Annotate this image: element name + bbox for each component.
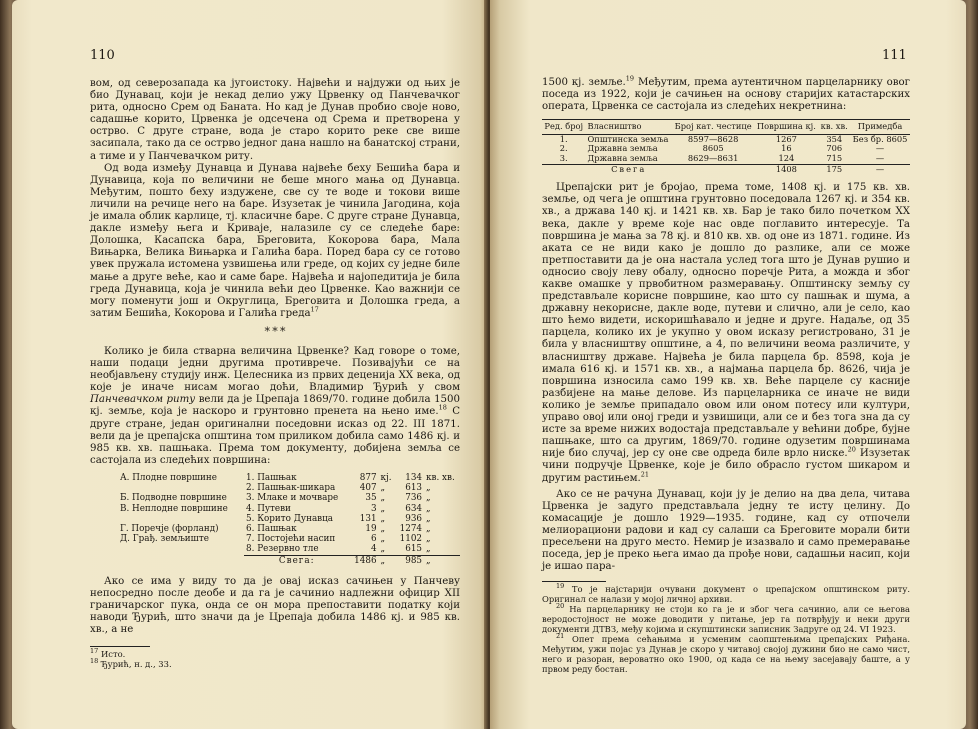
item-kv: 1102	[399, 534, 423, 545]
category-label: Б. Подводне површине	[120, 493, 227, 504]
item-unit: „	[380, 534, 386, 545]
paragraph	[542, 74, 910, 113]
footnote-text: На парцеларнику не стоји ко га је и због чега сачинио, али се његова веродостојност не може доводити у питање, јер га потврђују и неки други документи ДТВЗ, међу којима и скупштински записник Задруге од 24. VI 1923.	[542, 604, 910, 635]
category-label: Г. Поречје (форланд)	[120, 523, 219, 534]
land-area-table	[90, 473, 460, 566]
cell-number: 3.	[559, 153, 568, 164]
total-label: Свега	[585, 164, 671, 174]
page-number-left: 110	[90, 48, 115, 63]
item-kj: 4	[370, 544, 377, 555]
table-row	[542, 154, 910, 164]
table-row	[90, 514, 460, 524]
footnote-number: 21	[556, 632, 565, 641]
total-row	[90, 555, 460, 566]
left-page	[12, 0, 488, 729]
item-kvunit: „	[426, 513, 431, 524]
paragraph-text: Колико је била стварна величина Црвенке? Кад говоре о томе, наши подаци једни другима противрече. Позивајући се на необјављену студију инж. Целесника из првих деценија XX века, од које је иначе нисам могао доћи, Владимир Ђурић у свом	[90, 345, 460, 394]
footnote	[90, 659, 460, 669]
footnote-ref: 21	[640, 470, 650, 479]
item-kv: 736	[405, 493, 423, 504]
total-kv: 985	[395, 555, 424, 566]
footnote	[542, 584, 910, 604]
cell-note: —	[875, 153, 885, 164]
paragraph-text: Међутим, према аутентичном парцеларнику овог поседа из 1922, који је сачињен на основу старијих катастарских операта, Црвенка се састојала из следећих некретнина:	[542, 77, 910, 113]
cell-parcel: 8605	[702, 143, 724, 154]
paragraph-text: Црепајски рит је бројао, према томе, 1408 кј. и 175 кв. хв. земље, од чега је општина грунтовно поседовала 1267 кј. и 354 кв. хв., а држава 140 кј. и 1421 кв. хв. Бар је тако било почетком XX века, дакле у време које нас овде поглавито интересује. Та површина је мања за 78 кј. и 810 кв. хв. од оне из 1871. године. Из аката се не види како је дошло до разлике, али се може претпоставити да је она настала услед тога што је Дунав рушио и односио своју леву обалу, односно поречје Рита, а можда и због какве омашке у првобитном размеравању. Општинску земљу су представљале корисне површине, као што су пашњак и шума, а државну некорисне, дакле воде, путеви и слично, али је село, као што ћемо видети, искоришћавало и једне и друге. Надаље, од 35 парцела, колико их је укупно у овом исказу регистровано, 31 је била у власништву општине, а 4, по величини веома различите, у власништву државе. Највећа је била парцела бр. 8598, која је имала 616 кј. и 1571 кв. хв., а најмања парцела бр. 8626, чија је површина износила само 199 кв. хв. Веће парцеле су касније разбијене на мање делове. Из парцеларника се иначе не види колико је земље припадало овом или оном потесу или култури, управо овој или оној греди и узвишици, али се и без тога зна да су исте за време нижих водостаја представљале у већини добре, бујне пашњаке, што са другим, 1869/70. године одузетим површинама није био случај, јер су оне све одреда биле врло ниске.	[542, 182, 910, 460]
table-row	[90, 504, 460, 514]
total-row	[542, 164, 910, 174]
table-row	[90, 534, 460, 544]
cell-note: —	[875, 143, 885, 154]
paragraph	[542, 182, 910, 484]
item-name: 2. Пашњак-шикара	[246, 483, 336, 494]
paragraph-text: 1500 кј. земље.	[542, 77, 626, 88]
cell-kj: 16	[781, 143, 792, 154]
total-label: Свега:	[244, 555, 350, 566]
total-unit: „	[379, 555, 396, 566]
cell-owner: Државна земља	[587, 153, 658, 164]
cell-number: 2.	[559, 143, 568, 154]
cell-kv: 354	[826, 133, 843, 144]
cell-owner: Општинска земља	[587, 133, 669, 144]
item-unit: „	[380, 544, 386, 555]
category-label: Д. Грађ. земљиште	[120, 534, 209, 545]
item-kvunit: кв. хв.	[426, 472, 455, 483]
cell-parcel: 8629—8631	[687, 153, 739, 164]
total-kvunit: „	[424, 555, 460, 566]
footnote-ref: 17	[310, 305, 319, 314]
paragraph: Ако се не рачуна Дунавац, који ју је делио на два дела, читава Црвенка је задуго представљала једну те исту целину. До комасације је дошло 1929—1935. године, кад су отпочели мелиорациони радови и кад су салаши са Бреговите морали бити пресељени на друго место. Немир је изазвало и само премеравање поседа, јер је преко њега имао да прође нови, садашњи насип, који је ишао пара-	[542, 488, 910, 573]
item-unit: „	[380, 483, 386, 494]
column-header: Површина кј.	[754, 120, 818, 135]
footnote-ref: 20	[847, 445, 856, 454]
paragraph-text: Изузетак чини подручје Црвенке, које је било обрасло густом шикаром и другим растињем.	[542, 448, 910, 484]
total-kj: 1408	[754, 164, 818, 174]
column-header: Власништво	[585, 120, 671, 135]
footnote-text: То је најстарији очувани документ о црепајском општинском риту. Оригинал се налази у мојој личној архиви.	[542, 584, 910, 605]
paragraph: Ако се има у виду то да је овај исказ сачињен у Панчеву непосредно после деобе и да га је сачинио надлежни официр XII граничарског пука, онда се он мора препоставити податку који наводи Ђурић, што значи да је Црепаја добила 1486 кј. и 985 кв. хв., а не	[90, 575, 460, 636]
table-row	[90, 473, 460, 483]
item-kvunit: „	[426, 544, 431, 555]
cell-kj: 124	[778, 153, 795, 164]
item-kvunit: „	[426, 534, 431, 545]
footnote-text: Опет према сећањима и усменим саопштењима црепајских Риђана. Међутим, ужи појас уз Дунав је скоро у читавој својој дужини био не само чист, него и разоран, вероватно око 1900, од када се на њему засејавају баште, а у првом реду бостан.	[542, 634, 910, 675]
cell-kj: 1267	[775, 133, 797, 144]
footnote	[90, 649, 460, 659]
footnote-number: 18	[90, 657, 99, 666]
item-kvunit: „	[426, 483, 431, 494]
item-kj: 131	[359, 513, 377, 524]
left-page-body	[90, 78, 460, 669]
item-name: 1. Пашњак	[246, 472, 297, 483]
table-row	[90, 524, 460, 534]
total-kj: 1486	[350, 555, 379, 566]
item-kj: 35	[365, 493, 377, 504]
column-header: Примедба	[850, 120, 910, 135]
item-kj: 877	[359, 472, 377, 483]
footnote-divider	[542, 581, 606, 582]
item-name: 7. Постојећи насип	[246, 534, 336, 545]
item-unit: кј.	[380, 472, 392, 483]
book-title: Панчевачком риту	[90, 394, 196, 406]
cell-kv: 706	[826, 143, 843, 154]
total-kv: 175	[818, 164, 850, 174]
right-page	[490, 0, 966, 729]
table-row	[90, 493, 460, 503]
page-number-right: 111	[882, 48, 907, 63]
total-note: —	[850, 164, 910, 174]
footnote-number: 19	[556, 582, 565, 591]
column-header: Ред. број	[542, 120, 585, 135]
item-name: 5. Корито Дунавца	[246, 513, 334, 524]
right-page-body	[542, 74, 910, 675]
footnote-text: Ђурић, н. д., 33.	[100, 659, 172, 670]
item-kv: 615	[405, 544, 423, 555]
cell-note: Без бр. 8605	[852, 133, 908, 144]
item-kv: 134	[405, 472, 423, 483]
item-kv: 613	[405, 483, 423, 494]
footnote-divider	[90, 646, 150, 647]
footnote	[542, 634, 910, 674]
table-row	[90, 483, 460, 493]
paragraph: вом, од северозапада ка југоистоку. Највећи и најдужи од њих је био Дунавац, који је некад делио ужу Црвенку од Панчевачког рита, односно Срем од Баната. Но кад је Дунав пробио своје ново, садашње корито, Црвенка је одсечена од Срема и претворена у острво. С друге стране, вода је старо корито реке све више засипала, тако да се острво једног дана нашло на банатској страни, а тиме и у Панчевачком риту.	[90, 78, 460, 162]
item-kv: 634	[405, 503, 423, 514]
item-name: 3. Млаке и мочваре	[246, 493, 339, 504]
cell-number: 1.	[559, 133, 568, 144]
item-kvunit: „	[426, 523, 431, 534]
table-row	[90, 544, 460, 555]
item-kv: 1274	[399, 523, 423, 534]
footnote-number: 20	[556, 602, 565, 611]
cell-owner: Државна земља	[587, 143, 658, 154]
item-name: 6. Пашњак	[246, 523, 297, 534]
paragraph-text: С друге стране, један оригинални поседовни исказ од 22. III 1871. вели да је црепајска општина том приликом добила само 1486 кј. и 985 кв. хв. пашњака. Према том документу, добијена земља се састојала из следећих површина:	[90, 406, 460, 466]
item-name: 8. Резервно тле	[246, 544, 319, 555]
table-header-row	[542, 120, 910, 135]
item-unit: „	[380, 493, 386, 504]
item-kj: 6	[370, 534, 377, 545]
category-label: А. Плодне површине	[120, 472, 217, 483]
footnote	[542, 604, 910, 634]
parcel-table	[542, 119, 910, 174]
footnote-number: 17	[90, 647, 99, 656]
footnote-text: Исто.	[100, 649, 126, 660]
category-label: В. Неплодне површине	[120, 503, 228, 514]
cell-parcel: 8597—8628	[687, 133, 739, 144]
footnote-ref: 18	[438, 404, 447, 413]
item-kvunit: „	[426, 503, 431, 514]
item-kj: 19	[365, 523, 377, 534]
item-unit: „	[380, 513, 386, 524]
column-header: кв. хв.	[818, 120, 850, 135]
footnote-ref: 19	[625, 74, 635, 83]
item-kvunit: „	[426, 493, 431, 504]
item-kj: 407	[359, 483, 377, 494]
paragraph	[90, 346, 460, 467]
cell-kv: 715	[826, 153, 843, 164]
item-kv: 936	[405, 513, 423, 524]
paragraph-text: Од вода између Дунавца и Дунава највеће беху Бешића бара и Дунавица, која по величини не беше много мања од Дунавца. Међутим, пошто беху издужене, све су те воде и токови више личили на речице него на баре. Изузетак је чинила Јагодина, која је имала облик карлице, тј. класичне баре. С друге стране Дунавца, дакле између њега и Криваје, налазиле су се следеће баре: Долошка, Касапска бара, Бреговита, Кокорова бара, Мала Вињарка, Велика Вињарка и Галића бара. Поред бара су се готово увек пружала истомена узвишења или греде, од којих су једне биле мање а друге веће, као и саме баре. Највећа и најопедитија је била греда Дунавица, која је чинила већи део Црвенке. Као важнији се могу поменути још и Округлица, Бреговита и Долошка греда, а затим Бешића, Кокорова и Галића греда	[90, 162, 460, 319]
item-unit: „	[380, 503, 386, 514]
paragraph	[90, 163, 460, 320]
section-separator: * * *	[264, 324, 286, 338]
item-kj: 3	[370, 503, 377, 514]
column-header: Број кат. честице	[672, 120, 754, 135]
footnotes	[542, 584, 910, 674]
item-unit: „	[380, 523, 386, 534]
paragraph-text: вели да је Црепаја 1869/70. године добила 1500 кј. земље, која је наскоро и грунтовно пренета на њено име.	[90, 394, 460, 418]
item-name: 4. Путеви	[246, 503, 291, 514]
